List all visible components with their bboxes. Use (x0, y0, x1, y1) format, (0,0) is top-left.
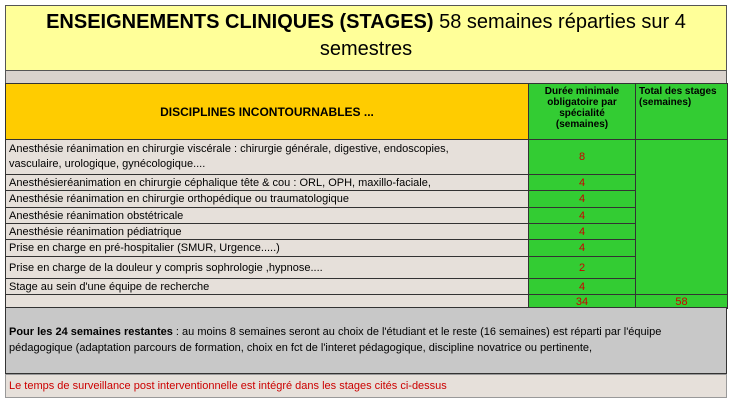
row-duration-value: 2 (529, 257, 636, 279)
row-label: Prise en charge de la douleur y compris sophrologie ,hypnose.... (6, 257, 529, 279)
title-banner (5, 5, 727, 71)
note-bold-lead: Pour les 24 semaines restantes (9, 326, 173, 338)
note-text-line-2: pédagogique (adaptation parcours de formation, choix en fct de l'interet pédagogique, discipline novatrice ou pertinente, (9, 342, 593, 354)
row-label: Anesthésie réanimation obstétricale (6, 208, 529, 224)
note-line-1 (9, 324, 723, 340)
title-line-2: semestres (319, 38, 413, 60)
row-label: Prise en charge en pré-hospitalier (SMUR, Urgence.....) (6, 240, 529, 257)
row-duration-value: 4 (529, 279, 636, 295)
row-label: Anesthésie réanimation en chirurgie orthopédique ou traumatologique (6, 191, 529, 208)
row-label (6, 140, 529, 175)
row-label: Stage au sein d'une équipe de recherche (6, 279, 529, 295)
row-duration-value: 4 (529, 208, 636, 224)
table-row (6, 208, 728, 224)
row-duration-value: 4 (529, 240, 636, 257)
remaining-weeks-note (5, 307, 727, 374)
table-row (6, 279, 728, 295)
sum-total: 58 (636, 295, 728, 309)
header-duration: Durée minimale obligatoire par spécialité (semaines) (529, 84, 636, 140)
row-label: Anesthésieréanimation en chirurgie céphalique tête & cou : ORL, OPH, maxillo-faciale, (6, 175, 529, 191)
row-duration-value: 8 (529, 140, 636, 175)
title-bold-part: ENSEIGNEMENTS CLINIQUES (STAGES) (46, 11, 434, 33)
note-text-line-1: : au moins 8 semaines seront au choix de l'étudiant et le reste (16 semaines) est réparti par l'équipe (172, 326, 662, 338)
document-frame (5, 5, 727, 398)
total-merged-cell (636, 140, 728, 295)
row-duration-value: 4 (529, 191, 636, 208)
row-label: Anesthésie réanimation pédiatrique (6, 224, 529, 240)
footer-note: Le temps de surveillance post interventionnelle est intégré dans les stages cités ci-dessus (5, 374, 727, 398)
table-header-row (6, 84, 728, 140)
table-row (6, 224, 728, 240)
row-duration-value: 4 (529, 224, 636, 240)
table-row (6, 191, 728, 208)
title-rest-line-1: 58 semaines réparties sur 4 (433, 11, 686, 33)
table-row (6, 140, 728, 175)
row-label-line-1: Anesthésie réanimation en chirurgie viscérale : chirurgie générale, digestive, endoscopies, (9, 143, 449, 155)
row-duration-value: 4 (529, 175, 636, 191)
stages-table (5, 83, 728, 309)
spacer-band (5, 71, 727, 83)
title-line-1 (6, 10, 726, 34)
header-total: Total des stages (semaines) (636, 84, 728, 140)
table-row (6, 175, 728, 191)
header-disciplines: DISCIPLINES INCONTOURNABLES ... (6, 84, 529, 140)
row-label-line-2: vasculaire, urologique, gynécologique.... (9, 158, 206, 170)
table-row (6, 240, 728, 257)
table-row (6, 257, 728, 279)
sum-duration: 34 (529, 295, 636, 309)
